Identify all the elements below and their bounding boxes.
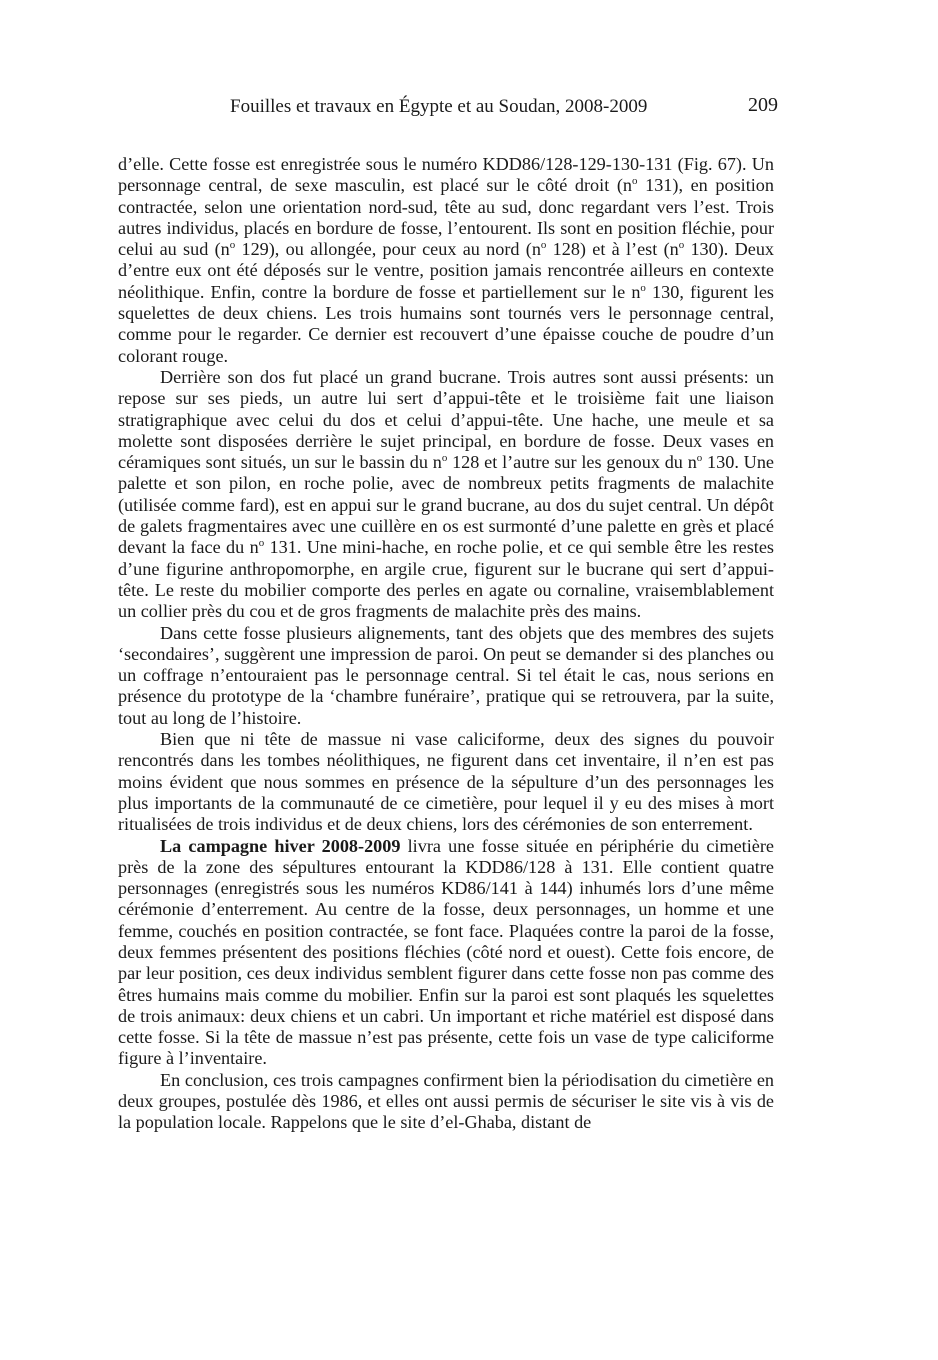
paragraph-5: La campagne hiver 2008-2009 livra une fosse située en périphérie du cimetière près de la zone des sépultures entourant la KDD86/128 à 131. Elle contient quatre personnages (enregistrés sous les numéros KD86/141 à 144) inhumés lors d’une même cérémonie d’enterrement. Au centre de la fosse, deux personnages, un homme et une femme, couchés en position contractée, se font face. Plaquées contre la paroi de la fosse, deux femmes présentent des positions fléchies (côté nord et ouest). Cette fois encore, de par leur position, ces deux individus semblent figurer dans cette fosse non pas comme des êtres humains mais comme du mobilier. Enfin sur la paroi est sont plaqués les squelettes de trois animaux: deux chiens et un cabri. Un important et riche matériel est disposé dans cette fosse. Si la tête de massue n’est pas présente, cette fois un vase de type caliciforme figure à l’inventaire. (118, 835, 774, 1069)
campaign-heading: La campagne hiver 2008-2009 (160, 835, 401, 856)
paragraph-2: Derrière son dos fut placé un grand bucrane. Trois autres sont aussi présents: un repose sur ses pieds, un autre lui sert d’appui-tête et le troisième fait une liaison stratigraphique avec celui du dos et celui d’appui-tête. Une hache, une meule et sa molette sont disposées derrière le sujet principal, en bordure de fosse. Deux vases en céramiques sont situés, un sur le bassin du $n^o$ 128 et l’autre sur les genoux du $n^o$ 130. Une palette et son pilon, en roche polie, avec de nombreux petits fragments de malachite (utilisée comme fard), est en appui sur le grand bucrane, au dos du sujet central. Un dépôt de galets fragmentaires avec une cuillère en os est surmonté d’une palette en grès et placé devant la face du $n^o$ 131. Une mini-hache, en roche polie, et ce qui semble être les restes d’une figurine anthropomorphe, en argile crue, figurent sur le bucrane qui sert d’appui-tête. Le reste du mobilier comporte des perles en agate ou cornaline, vraisemblablement un collier près du cou et de gros fragments de malachite près des mains. (118, 366, 774, 622)
body-text (118, 154, 774, 1134)
paragraph-4: Bien que ni tête de massue ni vase caliciforme, deux des signes du pouvoir rencontrés dans les tombes néolithiques, ne figurent dans cet inventaire, il n’en est pas moins évident que nous sommes en présence de la sépulture d’un des personnages les plus importants de la communauté de ce cimetière, pour lequel il y eu des mises à mort ritualisées de trois individus et de deux chiens, lors des cérémonies de son enterrement. (118, 729, 774, 835)
paragraph-1: d’elle. Cette fosse est enregistrée sous le numéro KDD86/128-129-130-131 (Fig. 67). Un personnage central, de sexe masculin, est placé sur le côté droit ($n^o$ 131), en position contractée, selon une orientation nord-sud, tête au sud, donc regardant vers l’est. Trois autres individus, placés en bordure de fosse, l’entourent. Ils sont en position fléchie, pour celui au sud ($n^o$ 129), ou allongée, pour ceux au nord ($n^o$ 128) et à l’est ($n^o$ 130). Deux d’entre eux ont été déposés sur le ventre, position jamais rencontrée ailleurs en contexte néolithique. Enfin, contre la bordure de fosse et partiellement sur le $n^o$ 130, figurent les squelettes de deux chiens. Les trois humains sont tournés vers le personnage central, comme pour le regarder. Ce dernier est recouvert d’une épaisse couche de poudre d’un colorant rouge. (118, 154, 775, 366)
running-title: Fouilles et travaux en Égypte et au Soudan, 2008-2009 (230, 96, 648, 117)
paragraph-3: Dans cette fosse plusieurs alignements, tant des objets que des membres des sujets ‘secondaires’, suggèrent une impression de paroi. On peut se demander si des planches ou un coffrage n’entouraient pas le personnage central. Si tel était le cas, nous serions en présence du prototype de la ‘chambre funéraire’, pratique qui se retrouvera, par la suite, tout au long de l’histoire. (118, 622, 774, 728)
page-header (118, 96, 778, 126)
page-number: 209 (748, 94, 778, 116)
paragraph-6: En conclusion, ces trois campagnes confirment bien la périodisation du cimetière en deux groupes, postulée dès 1986, et elles ont aussi permis de sécuriser le site vis à vis de la population locale. Rappelons que le site d’el-Ghaba, distant de (118, 1069, 774, 1133)
